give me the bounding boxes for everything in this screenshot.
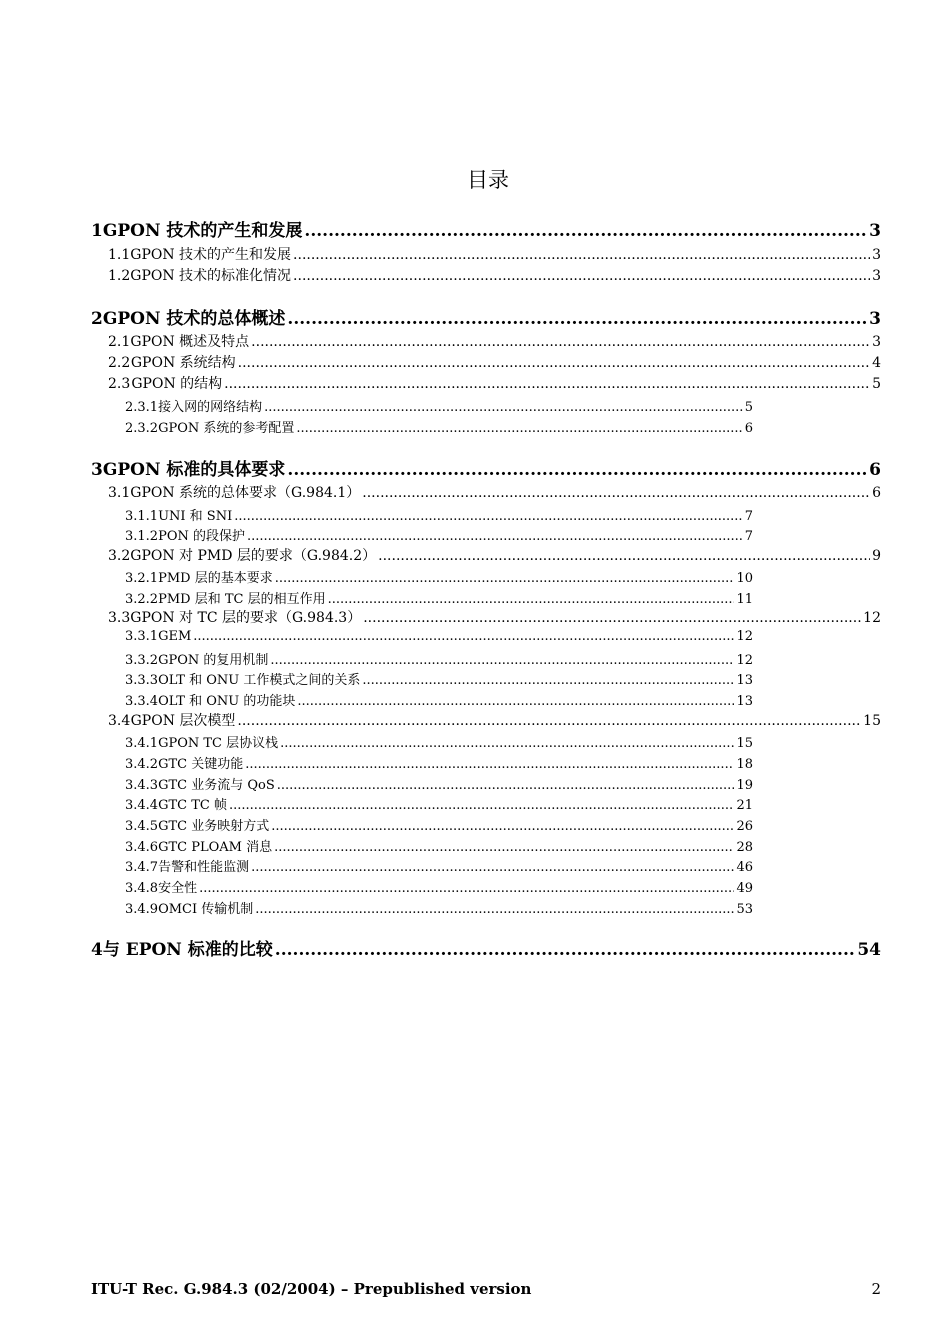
toc-page: 54	[857, 940, 881, 960]
toc-page: 12	[736, 653, 753, 668]
toc-label: GTC PLOAM 消息	[158, 840, 273, 855]
toc-label: PON 的段保护	[158, 529, 245, 544]
toc-entry-3-4-6[interactable]	[125, 836, 753, 855]
toc-entry-3-3-2[interactable]	[125, 649, 753, 668]
toc-number: 2.3	[108, 376, 131, 392]
toc-page: 4	[872, 355, 881, 371]
toc-page: 26	[736, 819, 753, 834]
toc-label: GTC TC 帧	[158, 798, 227, 813]
toc-entry-3[interactable]	[91, 455, 881, 480]
toc-entry-3-4-4[interactable]	[125, 794, 753, 813]
toc-entry-3-3[interactable]	[108, 607, 881, 627]
leader-dots	[280, 736, 734, 751]
toc-entry-1[interactable]	[91, 216, 881, 241]
toc-page: 19	[736, 778, 753, 793]
toc-label: GPON 标准的具体要求	[102, 460, 286, 480]
toc-number: 2.1	[108, 334, 131, 350]
toc-number: 3.4.4	[125, 798, 159, 813]
leader-dots	[296, 421, 742, 436]
toc-page: 3	[872, 334, 881, 350]
toc-number: 2.2	[108, 355, 131, 371]
leader-dots	[255, 902, 734, 917]
leader-dots	[363, 610, 861, 626]
toc-number: 3.1.2	[125, 529, 159, 544]
toc-page: 18	[736, 757, 753, 772]
toc-page: 5	[872, 376, 881, 392]
leader-dots	[293, 268, 870, 284]
toc-number: 3.1.1	[125, 509, 159, 524]
toc-entry-2[interactable]	[91, 304, 881, 329]
toc-number: 3.1	[108, 485, 131, 501]
toc-entry-3-1-1[interactable]	[125, 505, 753, 524]
toc-number: 3.4.5	[125, 819, 159, 834]
leader-dots	[224, 376, 869, 392]
leader-dots	[275, 571, 735, 586]
toc-label: GPON TC 层协议栈	[158, 736, 279, 751]
toc-label: 与 EPON 标准的比较	[102, 940, 273, 960]
toc-number: 3.4.8	[125, 881, 159, 896]
leader-dots	[328, 592, 735, 607]
toc-entry-1-1[interactable]	[108, 244, 881, 264]
toc-number: 3.3.1	[125, 629, 159, 644]
toc-page: 12	[736, 629, 753, 644]
toc-number: 3.3.3	[125, 673, 159, 688]
toc-page: 3	[872, 268, 881, 284]
toc-entry-3-4-2[interactable]	[125, 753, 753, 772]
page-title: 目录	[467, 168, 509, 192]
leader-dots	[297, 694, 734, 709]
toc-number: 3.4.6	[125, 840, 159, 855]
toc-label: GPON 的结构	[131, 376, 223, 392]
toc-entry-3-1-2[interactable]	[125, 525, 753, 544]
toc-number: 3.4.9	[125, 902, 159, 917]
toc-number: 4	[91, 940, 103, 960]
toc-page: 6	[872, 485, 881, 501]
toc-number: 2.3.1	[125, 400, 159, 415]
toc-entry-3-4-8[interactable]	[125, 877, 753, 896]
leader-dots	[270, 653, 734, 668]
leader-dots	[251, 334, 869, 350]
leader-dots	[199, 881, 734, 896]
toc-number: 3.3.4	[125, 694, 159, 709]
leader-dots	[274, 840, 734, 855]
toc-number: 1	[91, 221, 103, 241]
leader-dots	[247, 529, 743, 544]
leader-dots	[271, 819, 734, 834]
toc-entry-2-2[interactable]	[108, 352, 881, 372]
toc-entry-2-3[interactable]	[108, 373, 881, 393]
toc-page: 9	[872, 548, 881, 564]
toc-entry-3-4-5[interactable]	[125, 815, 753, 834]
toc-entry-3-2-1[interactable]	[125, 567, 753, 586]
toc-page: 21	[736, 798, 753, 813]
toc-number: 3.3.2	[125, 653, 159, 668]
leader-dots	[251, 860, 734, 875]
toc-label: GTC 关键功能	[158, 757, 244, 772]
toc-label: UNI 和 SNI	[158, 509, 233, 524]
leader-dots	[238, 355, 869, 371]
toc-number: 3.4.2	[125, 757, 159, 772]
toc-label: PMD 层的基本要求	[158, 571, 273, 586]
toc-label: GPON 技术的产生和发展	[130, 247, 292, 263]
toc-page: 11	[736, 592, 753, 607]
toc-label: GTC 业务映射方式	[158, 819, 270, 834]
leader-dots	[362, 485, 870, 501]
toc-entry-3-2-2[interactable]	[125, 588, 753, 607]
toc-entry-3-2[interactable]	[108, 545, 881, 565]
toc-label: GPON 对 TC 层的要求（G.984.3）	[130, 610, 362, 626]
leader-dots	[275, 940, 856, 960]
toc-number: 3.3	[108, 610, 131, 626]
toc-label: OLT 和 ONU 工作模式之间的关系	[158, 673, 361, 688]
toc-label: GPON 技术的产生和发展	[102, 221, 303, 241]
leader-dots	[362, 673, 734, 688]
toc-entry-3-4-1[interactable]	[125, 732, 753, 751]
toc-entry-3-3-1[interactable]	[125, 629, 753, 644]
toc-number: 2.3.2	[125, 421, 159, 436]
toc-page: 3	[869, 221, 881, 241]
footer-reference: ITU-T Rec. G.984.3 (02/2004) – Prepublished version	[91, 1280, 532, 1298]
toc-page: 6	[744, 421, 753, 436]
toc-label: GPON 技术的标准化情况	[130, 268, 292, 284]
toc-number: 1.2	[108, 268, 131, 284]
toc-label: GPON 的复用机制	[158, 653, 269, 668]
toc-entry-3-3-4[interactable]	[125, 690, 753, 709]
footer-page-number: 2	[871, 1280, 881, 1298]
toc-page: 15	[736, 736, 753, 751]
toc-label: GPON 系统结构	[130, 355, 236, 371]
toc-label: GPON 技术的总体概述	[102, 309, 286, 329]
toc-page: 15	[863, 713, 881, 729]
toc-number: 2	[91, 309, 103, 329]
toc-page: 7	[744, 529, 753, 544]
toc-label: GPON 系统的总体要求（G.984.1）	[130, 485, 361, 501]
toc-label: 接入网的网络结构	[158, 400, 263, 415]
toc-entry-2-1[interactable]	[108, 331, 881, 351]
toc-entry-3-4-9[interactable]	[125, 898, 753, 917]
toc-page: 12	[863, 610, 881, 626]
leader-dots	[277, 778, 735, 793]
leader-dots	[287, 309, 867, 329]
leader-dots	[193, 629, 734, 644]
toc-page: 3	[869, 309, 881, 329]
toc-page: 7	[744, 509, 753, 524]
leader-dots	[304, 221, 867, 241]
toc-page: 28	[736, 840, 753, 855]
leader-dots	[237, 713, 861, 729]
toc-entry-3-4-3[interactable]	[125, 774, 753, 793]
leader-dots	[293, 247, 870, 263]
toc-entry-1-2[interactable]	[108, 265, 881, 285]
toc-entry-3-1[interactable]	[108, 482, 881, 502]
toc-page: 13	[736, 694, 753, 709]
leader-dots	[229, 798, 734, 813]
toc-label: OMCI 传输机制	[158, 902, 254, 917]
toc-number: 3.4.3	[125, 778, 159, 793]
toc-number: 3	[91, 460, 103, 480]
leader-dots	[287, 460, 867, 480]
toc-page: 3	[872, 247, 881, 263]
toc-page: 6	[869, 460, 881, 480]
leader-dots	[234, 509, 742, 524]
toc-page: 49	[736, 881, 753, 896]
toc-entry-3-4-7[interactable]	[125, 856, 753, 875]
toc-label: GEM	[158, 629, 192, 644]
toc-label: GPON 概述及特点	[130, 334, 250, 350]
toc-number: 3.2	[108, 548, 131, 564]
toc-entry-3-3-3[interactable]	[125, 669, 753, 688]
toc-label: GPON 层次模型	[130, 713, 236, 729]
toc-page: 13	[736, 673, 753, 688]
toc-label: PMD 层和 TC 层的相互作用	[158, 592, 326, 607]
toc-label: GPON 对 PMD 层的要求（G.984.2）	[130, 548, 377, 564]
toc-number: 1.1	[108, 247, 131, 263]
toc-label: 告警和性能监测	[158, 860, 250, 875]
toc-entry-2-3-1[interactable]	[125, 396, 753, 415]
toc-page: 10	[736, 571, 753, 586]
page-footer	[91, 1280, 881, 1298]
toc-label: GTC 业务流与 QoS	[158, 778, 275, 793]
toc-number: 3.2.1	[125, 571, 159, 586]
toc-page: 46	[736, 860, 753, 875]
toc-label: GPON 系统的参考配置	[158, 421, 295, 436]
toc-number: 3.4.7	[125, 860, 159, 875]
toc-number: 3.4.1	[125, 736, 159, 751]
leader-dots	[378, 548, 870, 564]
toc-entry-2-3-2[interactable]	[125, 417, 753, 436]
toc-label: 安全性	[158, 881, 198, 896]
toc-number: 3.4	[108, 713, 131, 729]
toc-page: 53	[736, 902, 753, 917]
toc-page: 5	[744, 400, 753, 415]
leader-dots	[264, 400, 743, 415]
toc-number: 3.2.2	[125, 592, 159, 607]
toc-entry-4[interactable]	[91, 935, 881, 960]
leader-dots	[245, 757, 734, 772]
toc-label: OLT 和 ONU 的功能块	[158, 694, 296, 709]
toc-entry-3-4[interactable]	[108, 710, 881, 730]
